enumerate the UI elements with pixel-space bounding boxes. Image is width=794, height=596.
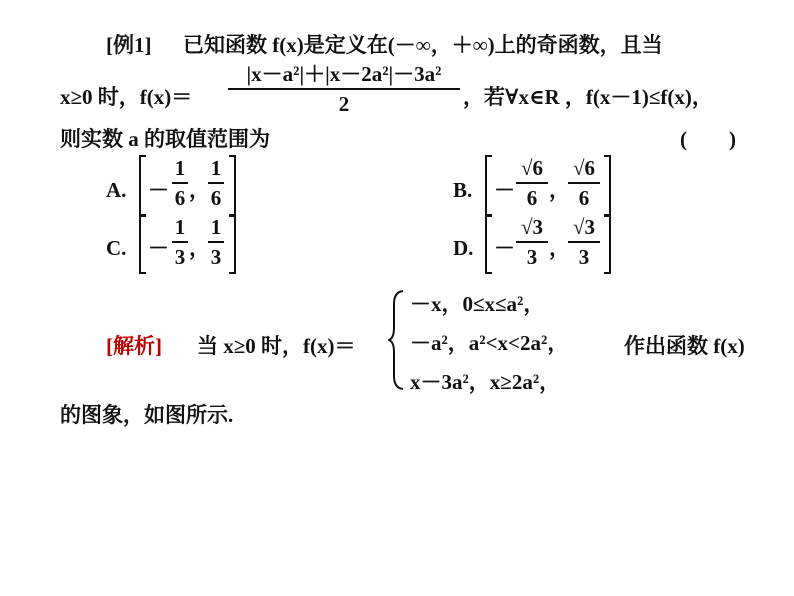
option-b-lower <box>516 158 548 209</box>
option-a-upper-num: 1 <box>210 156 222 180</box>
fraction-bar <box>208 241 224 243</box>
option-d-lower-den: 3 <box>526 245 538 269</box>
big-fraction-denominator: 2 <box>338 92 350 116</box>
option-a-upper <box>208 158 224 209</box>
big-fraction-numerator: |x－a²|＋|x－2a²|－3a² <box>246 62 442 86</box>
right-bracket-icon <box>229 214 236 274</box>
answer-paren: ( ) <box>680 127 736 151</box>
left-brace-icon <box>388 288 406 392</box>
solution-tag: [解析] <box>106 334 162 358</box>
fraction-bar <box>208 182 224 184</box>
option-b-neg: － <box>494 178 515 202</box>
option-c-lower-num: 1 <box>174 215 186 239</box>
option-c-label: C. <box>106 236 127 260</box>
left-bracket-icon <box>139 155 146 217</box>
fraction-bar <box>516 241 548 243</box>
option-a-neg: － <box>148 178 169 202</box>
case-3: x－3a²，x≥2a²， <box>410 370 561 394</box>
option-c-upper <box>208 217 224 268</box>
option-d-upper-num: √3 <box>572 215 596 239</box>
fraction-bar <box>228 88 460 90</box>
case-2: －a²，a²<x<2a²， <box>410 331 569 355</box>
fraction-bar <box>568 182 600 184</box>
option-b-upper-num: √6 <box>572 156 596 180</box>
left-bracket-icon <box>485 155 492 217</box>
left-bracket-icon <box>485 214 492 274</box>
option-c-neg: － <box>148 236 169 260</box>
solution-lead: 当 x≥0 时，f(x)＝ <box>197 334 356 358</box>
problem-line-3: 则实数 a 的取值范围为 <box>60 127 270 151</box>
option-a-lower <box>172 158 188 209</box>
option-d-upper <box>568 217 600 268</box>
option-c-comma: ， <box>189 236 210 260</box>
problem-line-2-left: x≥0 时，f(x)＝ <box>60 85 193 109</box>
option-d-lower <box>516 217 548 268</box>
option-b-lower-num: √6 <box>520 156 544 180</box>
option-a-upper-den: 6 <box>210 186 222 210</box>
option-c-upper-den: 3 <box>210 245 222 269</box>
option-b-lower-den: 6 <box>526 186 538 210</box>
problem-line-1: 已知函数 f(x)是定义在(－∞，＋∞)上的奇函数，且当 <box>183 33 663 57</box>
option-b-upper-den: 6 <box>578 186 590 210</box>
option-d-label: D. <box>453 236 474 260</box>
solution-trail: 作出函数 f(x) <box>624 334 745 358</box>
problem-line-2-right: ，若∀x∈R ，f(x－1)≤f(x)， <box>463 85 713 109</box>
option-a-lower-den: 6 <box>174 186 186 210</box>
option-a-label: A. <box>106 178 127 202</box>
right-bracket-icon <box>604 155 611 217</box>
option-d-upper-den: 3 <box>578 245 590 269</box>
option-a-lower-num: 1 <box>174 156 186 180</box>
fraction-bar <box>516 182 548 184</box>
option-c-lower-den: 3 <box>174 245 186 269</box>
option-b-comma: ， <box>549 178 570 202</box>
right-bracket-icon <box>229 155 236 217</box>
option-d-neg: － <box>494 236 515 260</box>
big-fraction <box>228 64 460 115</box>
fraction-bar <box>172 241 188 243</box>
fraction-bar <box>172 182 188 184</box>
right-bracket-icon <box>604 214 611 274</box>
option-d-lower-num: √3 <box>520 215 544 239</box>
example-tag: [例1] <box>106 33 152 57</box>
option-c-lower <box>172 217 188 268</box>
option-b-upper <box>568 158 600 209</box>
left-bracket-icon <box>139 214 146 274</box>
option-c-upper-num: 1 <box>210 215 222 239</box>
solution-line-2: 的图象，如图所示. <box>60 403 234 427</box>
option-a-comma: ， <box>189 178 210 202</box>
case-1: －x，0≤x≤a²， <box>410 292 545 316</box>
fraction-bar <box>568 241 600 243</box>
option-b-label: B. <box>453 178 473 202</box>
option-d-comma: ， <box>549 236 570 260</box>
